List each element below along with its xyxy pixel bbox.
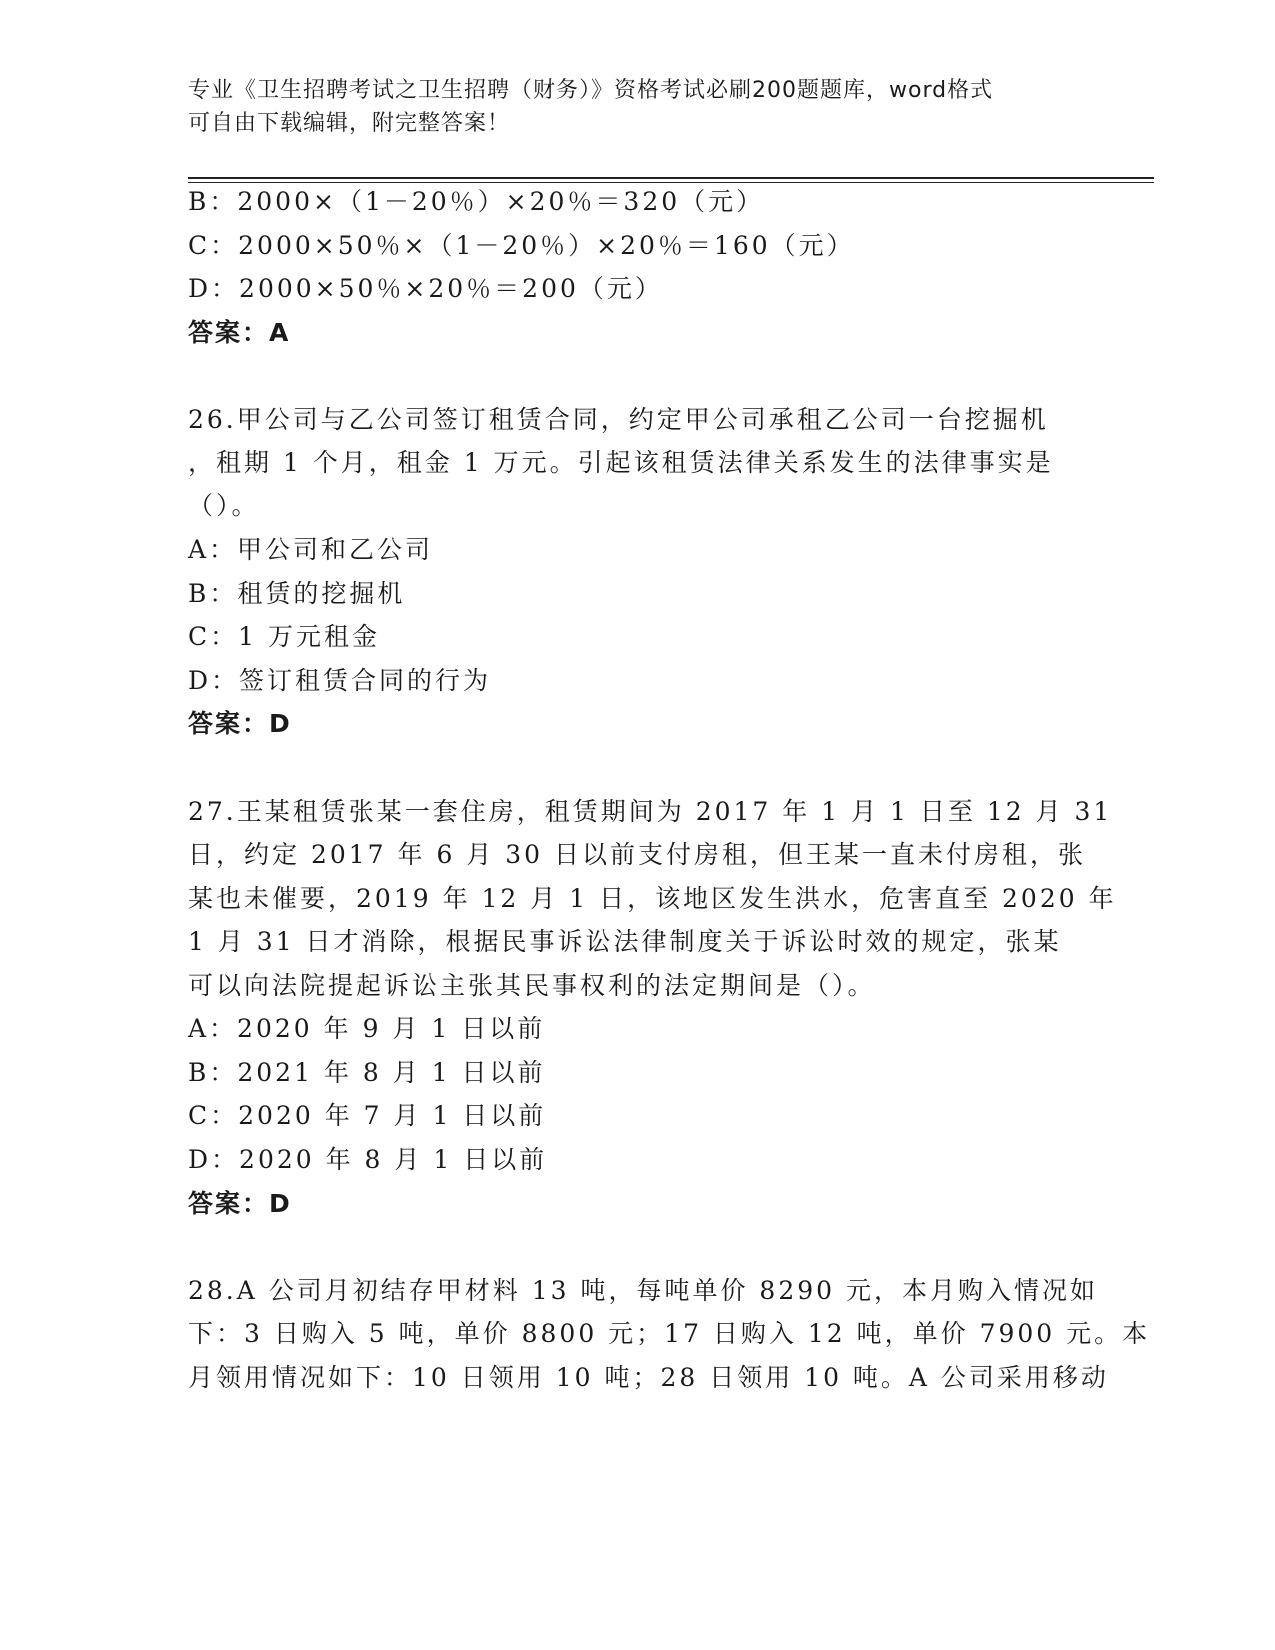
q26-option-d: D：签订租赁合同的行为 (188, 666, 492, 695)
q27-stem-line-2: 日，约定 2017 年 6 月 30 日以前支付房租，但王某一直未付房租，张 (188, 840, 1087, 869)
q25-option-b: B：2000×（1－20％）×20％＝320（元） (188, 187, 765, 216)
q26-option-a: A：甲公司和乙公司 (188, 535, 434, 564)
q26-option-c: C：1 万元租金 (188, 622, 380, 651)
q28-stem-line-2: 下：3 日购入 5 吨，单价 8800 元；17 日购入 12 吨，单价 7900 元。本 (188, 1319, 1151, 1348)
q27-option-b: B：2021 年 8 月 1 日以前 (188, 1058, 546, 1087)
q26-stem-line-3: （）。 (188, 491, 260, 520)
q26-stem-line-2: ，租期 1 个月，租金 1 万元。引起该租赁法律关系发生的法律事实是 (188, 448, 1054, 477)
header-divider (188, 177, 1154, 183)
q28-stem-line-1: 28.A 公司月初结存甲材料 13 吨，每吨单价 8290 元，本月购入情况如 (188, 1276, 1098, 1305)
q25-option-d: D：2000×50％×20％＝200（元） (188, 274, 663, 303)
q26-stem-line-1: 26.甲公司与乙公司签订租赁合同，约定甲公司承租乙公司一台挖掘机 (188, 405, 1049, 434)
q27-stem-line-1: 27.王某租赁张某一套住房，租赁期间为 2017 年 1 月 1 日至 12 月 31 (188, 797, 1113, 826)
q27-option-d: D：2020 年 8 月 1 日以前 (188, 1145, 548, 1174)
q27-option-c: C：2020 年 7 月 1 日以前 (188, 1101, 547, 1130)
q27-stem-line-5: 可以向法院提起诉讼主张其民事权利的法定期间是（）。 (188, 971, 876, 1000)
q27-stem-line-4: 1 月 31 日才消除，根据民事诉讼法律制度关于诉讼时效的规定，张某 (188, 927, 1062, 956)
header-line-1: 专业《卫生招聘考试之卫生招聘（财务）》资格考试必刷200题题库，word格式 (188, 78, 994, 103)
q28-stem-line-3: 月领用情况如下：10 日领用 10 吨；28 日领用 10 吨。A 公司采用移动 (188, 1363, 1109, 1392)
q27-answer: 答案：D (188, 1189, 292, 1218)
q26-option-b: B：租赁的挖掘机 (188, 579, 406, 608)
q27-stem-line-3: 某也未催要，2019 年 12 月 1 日，该地区发生洪水，危害直至 2020 年 (188, 884, 1117, 913)
q27-option-a: A：2020 年 9 月 1 日以前 (188, 1014, 546, 1043)
header-line-2: 可自由下载编辑，附完整答案！ (188, 111, 511, 136)
q26-answer: 答案：D (188, 709, 292, 738)
q25-option-c: C：2000×50％×（1－20％）×20％＝160（元） (188, 231, 855, 260)
q25-answer: 答案：A (188, 318, 291, 347)
document-header (188, 74, 1068, 140)
